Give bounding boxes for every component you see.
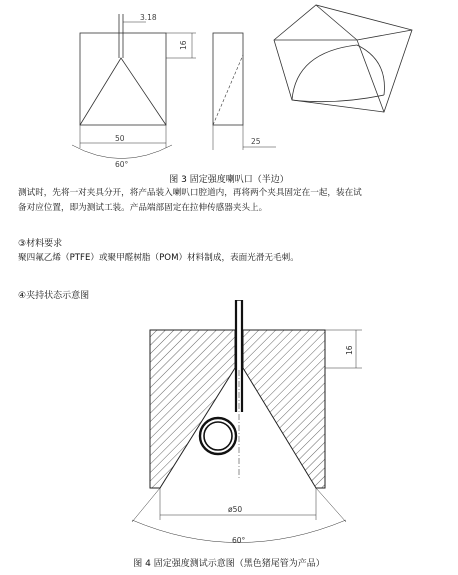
dim-top-width-label: 3.18 [140, 13, 157, 22]
dim-side-height-label: 16 [179, 40, 188, 50]
paragraph-line-2: 备对应位置，即为测试工装。产品端部固定在拉伸传感器夹头上。 [18, 203, 268, 213]
fig4-dim-height-label: 16 [345, 345, 354, 355]
fig4-dim-width-label: ø50 [228, 505, 243, 514]
materials-heading: ③材料要求 [18, 239, 63, 249]
figure-3-drawing [0, 0, 458, 168]
side-view-outline [213, 33, 243, 125]
fig4-dim-angle-label: 60° [232, 536, 246, 545]
figure-4-caption: 图 4 固定强度测试示意图（黑色猪尾管为产品） [133, 559, 325, 569]
dim-angle-label: 60° [115, 160, 129, 168]
dim-side-view-width-label: 25 [251, 137, 261, 146]
figure-4-drawing [0, 300, 458, 555]
paragraph-line-1: 测试时，先将一对夹具分开，将产品装入喇叭口腔道内，再将两个夹具固定在一起，装在试 [18, 188, 362, 198]
figure-3-caption: 图 3 固定强度喇叭口（半边） [169, 175, 289, 185]
isometric-view [274, 5, 412, 112]
dim-bottom-width-label: 50 [115, 134, 125, 143]
left-clamp-half [150, 330, 235, 488]
front-view-funnel [80, 58, 166, 125]
right-clamp-half [243, 330, 325, 488]
materials-text: 聚四氟乙烯（PTFE）或聚甲醛树脂（POM）材料制成，表面光滑无毛刺。 [18, 253, 299, 263]
clamp-heading: ④夹持状态示意图 [18, 291, 90, 301]
